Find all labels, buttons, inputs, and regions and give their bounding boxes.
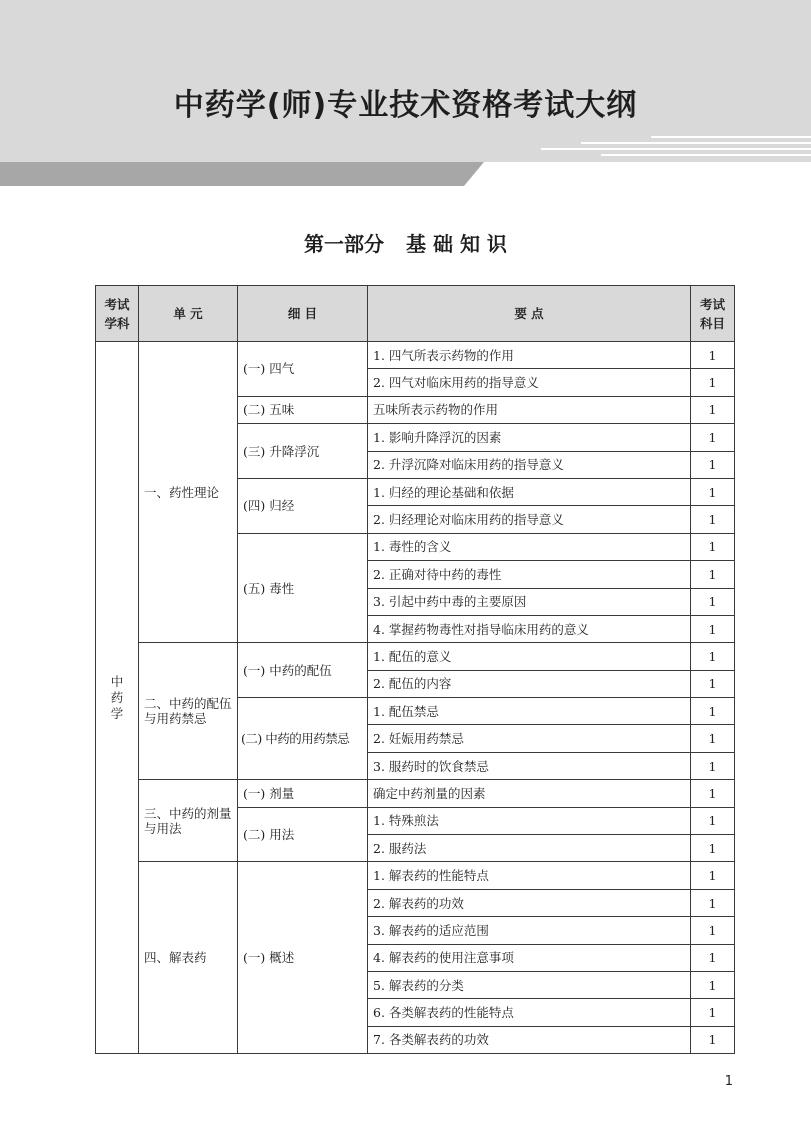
item-cell: (三) 升降浮沉 [238,424,368,479]
header-unit: 单 元 [139,286,238,342]
point-cell: 3. 服药时的饮食禁忌 [368,752,691,779]
score-cell: 1 [691,533,735,560]
score-cell: 1 [691,752,735,779]
point-cell: 确定中药剂量的因素 [368,780,691,807]
score-cell: 1 [691,725,735,752]
point-cell: 1. 特殊煎法 [368,807,691,834]
header-exam-subject: 考试科目 [691,286,735,342]
point-cell: 3. 引起中药中毒的主要原因 [368,588,691,615]
header-speed-lines [520,134,811,162]
item-cell: (一) 中药的配伍 [238,643,368,698]
exam-outline-table [95,285,735,1054]
point-cell: 2. 正确对待中药的毒性 [368,561,691,588]
point-cell: 2. 服药法 [368,835,691,862]
unit-cell: 三、中药的剂量与用法 [139,780,238,862]
section-part: 第一部分 [304,232,385,256]
item-cell: (二) 中药的用药禁忌 [238,698,368,780]
point-cell: 2. 解表药的功效 [368,889,691,916]
point-cell: 1. 配伍禁忌 [368,698,691,725]
point-cell: 2. 归经理论对临床用药的指导意义 [368,506,691,533]
point-cell: 1. 四气所表示药物的作用 [368,342,691,369]
section-title [0,228,811,257]
score-cell: 1 [691,643,735,670]
item-cell: (二) 用法 [238,807,368,862]
point-cell: 2. 升浮沉降对临床用药的指导意义 [368,451,691,478]
header-points: 要 点 [368,286,691,342]
score-cell: 1 [691,862,735,889]
score-cell: 1 [691,889,735,916]
table-row [96,780,735,807]
score-cell: 1 [691,670,735,697]
point-cell: 2. 妊娠用药禁忌 [368,725,691,752]
score-cell: 1 [691,999,735,1026]
table-row [96,342,735,369]
score-cell: 1 [691,342,735,369]
point-cell: 1. 影响升降浮沉的因素 [368,424,691,451]
header-item: 细 目 [238,286,368,342]
score-cell: 1 [691,396,735,423]
score-cell: 1 [691,971,735,998]
header-accent-strip [0,162,484,186]
point-cell: 7. 各类解表药的功效 [368,1026,691,1053]
table-row [96,643,735,670]
score-cell: 1 [691,807,735,834]
page-title: 中药学(师)专业技术资格考试大纲 [173,88,638,123]
point-cell: 1. 归经的理论基础和依据 [368,478,691,505]
section-name: 基 础 知 识 [406,232,507,256]
point-cell: 2. 配伍的内容 [368,670,691,697]
point-cell: 1. 解表药的性能特点 [368,862,691,889]
item-cell: (一) 四气 [238,342,368,397]
item-cell: (二) 五味 [238,396,368,423]
item-cell: (一) 概述 [238,862,368,1054]
item-cell: (五) 毒性 [238,533,368,643]
score-cell: 1 [691,451,735,478]
score-cell: 1 [691,835,735,862]
score-cell: 1 [691,780,735,807]
point-cell: 6. 各类解表药的性能特点 [368,999,691,1026]
unit-cell: 四、解表药 [139,862,238,1054]
score-cell: 1 [691,944,735,971]
table-row [96,862,735,889]
score-cell: 1 [691,561,735,588]
score-cell: 1 [691,588,735,615]
score-cell: 1 [691,424,735,451]
score-cell: 1 [691,1026,735,1053]
score-cell: 1 [691,369,735,396]
score-cell: 1 [691,478,735,505]
item-cell: (四) 归经 [238,478,368,533]
unit-cell: 二、中药的配伍与用药禁忌 [139,643,238,780]
unit-cell: 一、药性理论 [139,342,238,643]
page-number: 1 [724,1074,733,1089]
point-cell: 2. 四气对临床用药的指导意义 [368,369,691,396]
point-cell: 3. 解表药的适应范围 [368,917,691,944]
point-cell: 1. 毒性的含义 [368,533,691,560]
point-cell: 4. 掌握药物毒性对指导临床用药的意义 [368,615,691,642]
point-cell: 1. 配伍的意义 [368,643,691,670]
point-cell: 4. 解表药的使用注意事项 [368,944,691,971]
subject-cell: 中药学 [96,342,139,1054]
score-cell: 1 [691,917,735,944]
header-subject: 考试学科 [96,286,139,342]
point-cell: 5. 解表药的分类 [368,971,691,998]
point-cell: 五味所表示药物的作用 [368,396,691,423]
score-cell: 1 [691,615,735,642]
item-cell: (一) 剂量 [238,780,368,807]
score-cell: 1 [691,506,735,533]
table-header-row [96,286,735,342]
score-cell: 1 [691,698,735,725]
